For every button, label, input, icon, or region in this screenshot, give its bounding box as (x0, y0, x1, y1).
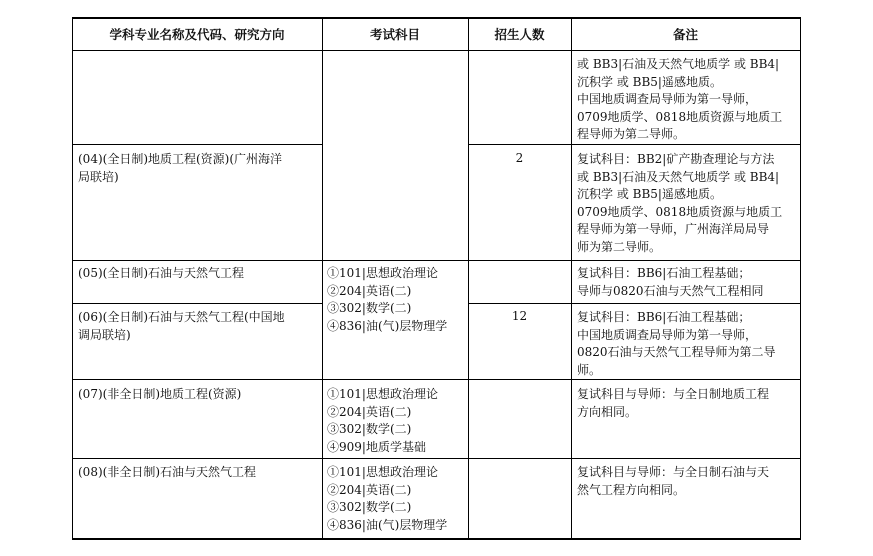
major-cell: (07)(非全日制)地质工程(资源) (78, 387, 242, 401)
notes-cell: 复试科目与导师：与全日制石油与天 然气工程方向相同。 (577, 465, 770, 497)
major-cell: (06)(全日制)石油与天然气工程(中国地 调局联培) (78, 310, 285, 342)
header-subjects: 考试科目 (369, 26, 420, 42)
row-divider (72, 303, 322, 304)
subjects-cell: ①101|思想政治理论 ②204|英语(二) ③302|数学(二) ④836|油(气)层物理学 (327, 465, 448, 532)
quota-cell: 12 (511, 309, 528, 323)
col-border (468, 17, 469, 540)
row-divider (72, 458, 801, 459)
col-border (571, 17, 572, 540)
row-divider (72, 379, 801, 380)
notes-cell: 复试科目：BB2|矿产勘查理论与方法 或 BB3|石油及天然气地质学 或 BB4| 沉积学 或 BB5|遥感地质。 0709地质学、0818地质资源与地质工 程导师为第一导师，广州海洋局局导 师为第二导师。 (577, 152, 783, 254)
header-quota: 招生人数 (494, 26, 545, 42)
header-notes: 备注 (672, 26, 698, 42)
row-divider (468, 303, 801, 304)
subjects-cell: ①101|思想政治理论 ②204|英语(二) ③302|数学(二) ④836|油(气)层物理学 (327, 266, 448, 333)
header-major: 学科专业名称及代码、研究方向 (109, 26, 285, 42)
header-bottom-border (72, 50, 801, 51)
row-divider (468, 144, 801, 145)
admissions-table (72, 17, 801, 540)
row-divider (72, 144, 322, 145)
table-bottom-border (72, 538, 801, 540)
col-border (800, 17, 801, 540)
major-cell: (04)(全日制)地质工程(资源)(广州海洋 局联培) (78, 152, 283, 184)
subjects-cell: ①101|思想政治理论 ②204|英语(二) ③302|数学(二) ④909|地质学基础 (327, 387, 438, 454)
row-divider (72, 260, 801, 261)
col-border (72, 17, 73, 540)
col-border (322, 17, 323, 540)
notes-cell: 复试科目与导师：与全日制地质工程 方向相同。 (577, 387, 770, 419)
major-cell: (05)(全日制)石油与天然气工程 (78, 266, 244, 280)
notes-cell: 复试科目：BB6|石油工程基础； 导师与0820石油与天然气工程相同 (577, 266, 764, 298)
notes-cell: 或 BB3|石油及天然气地质学 或 BB4| 沉积学 或 BB5|遥感地质。 中国地质调查局导师为第一导师， 0709地质学、0818地质资源与地质工 程导师为第二导师。 (577, 57, 783, 141)
notes-cell: 复试科目：BB6|石油工程基础； 中国地质调查局导师为第一导师， 0820石油与天然气工程导师为第二导 师。 (577, 310, 776, 377)
quota-cell: 2 (515, 151, 524, 165)
major-cell: (08)(非全日制)石油与天然气工程 (78, 465, 256, 479)
